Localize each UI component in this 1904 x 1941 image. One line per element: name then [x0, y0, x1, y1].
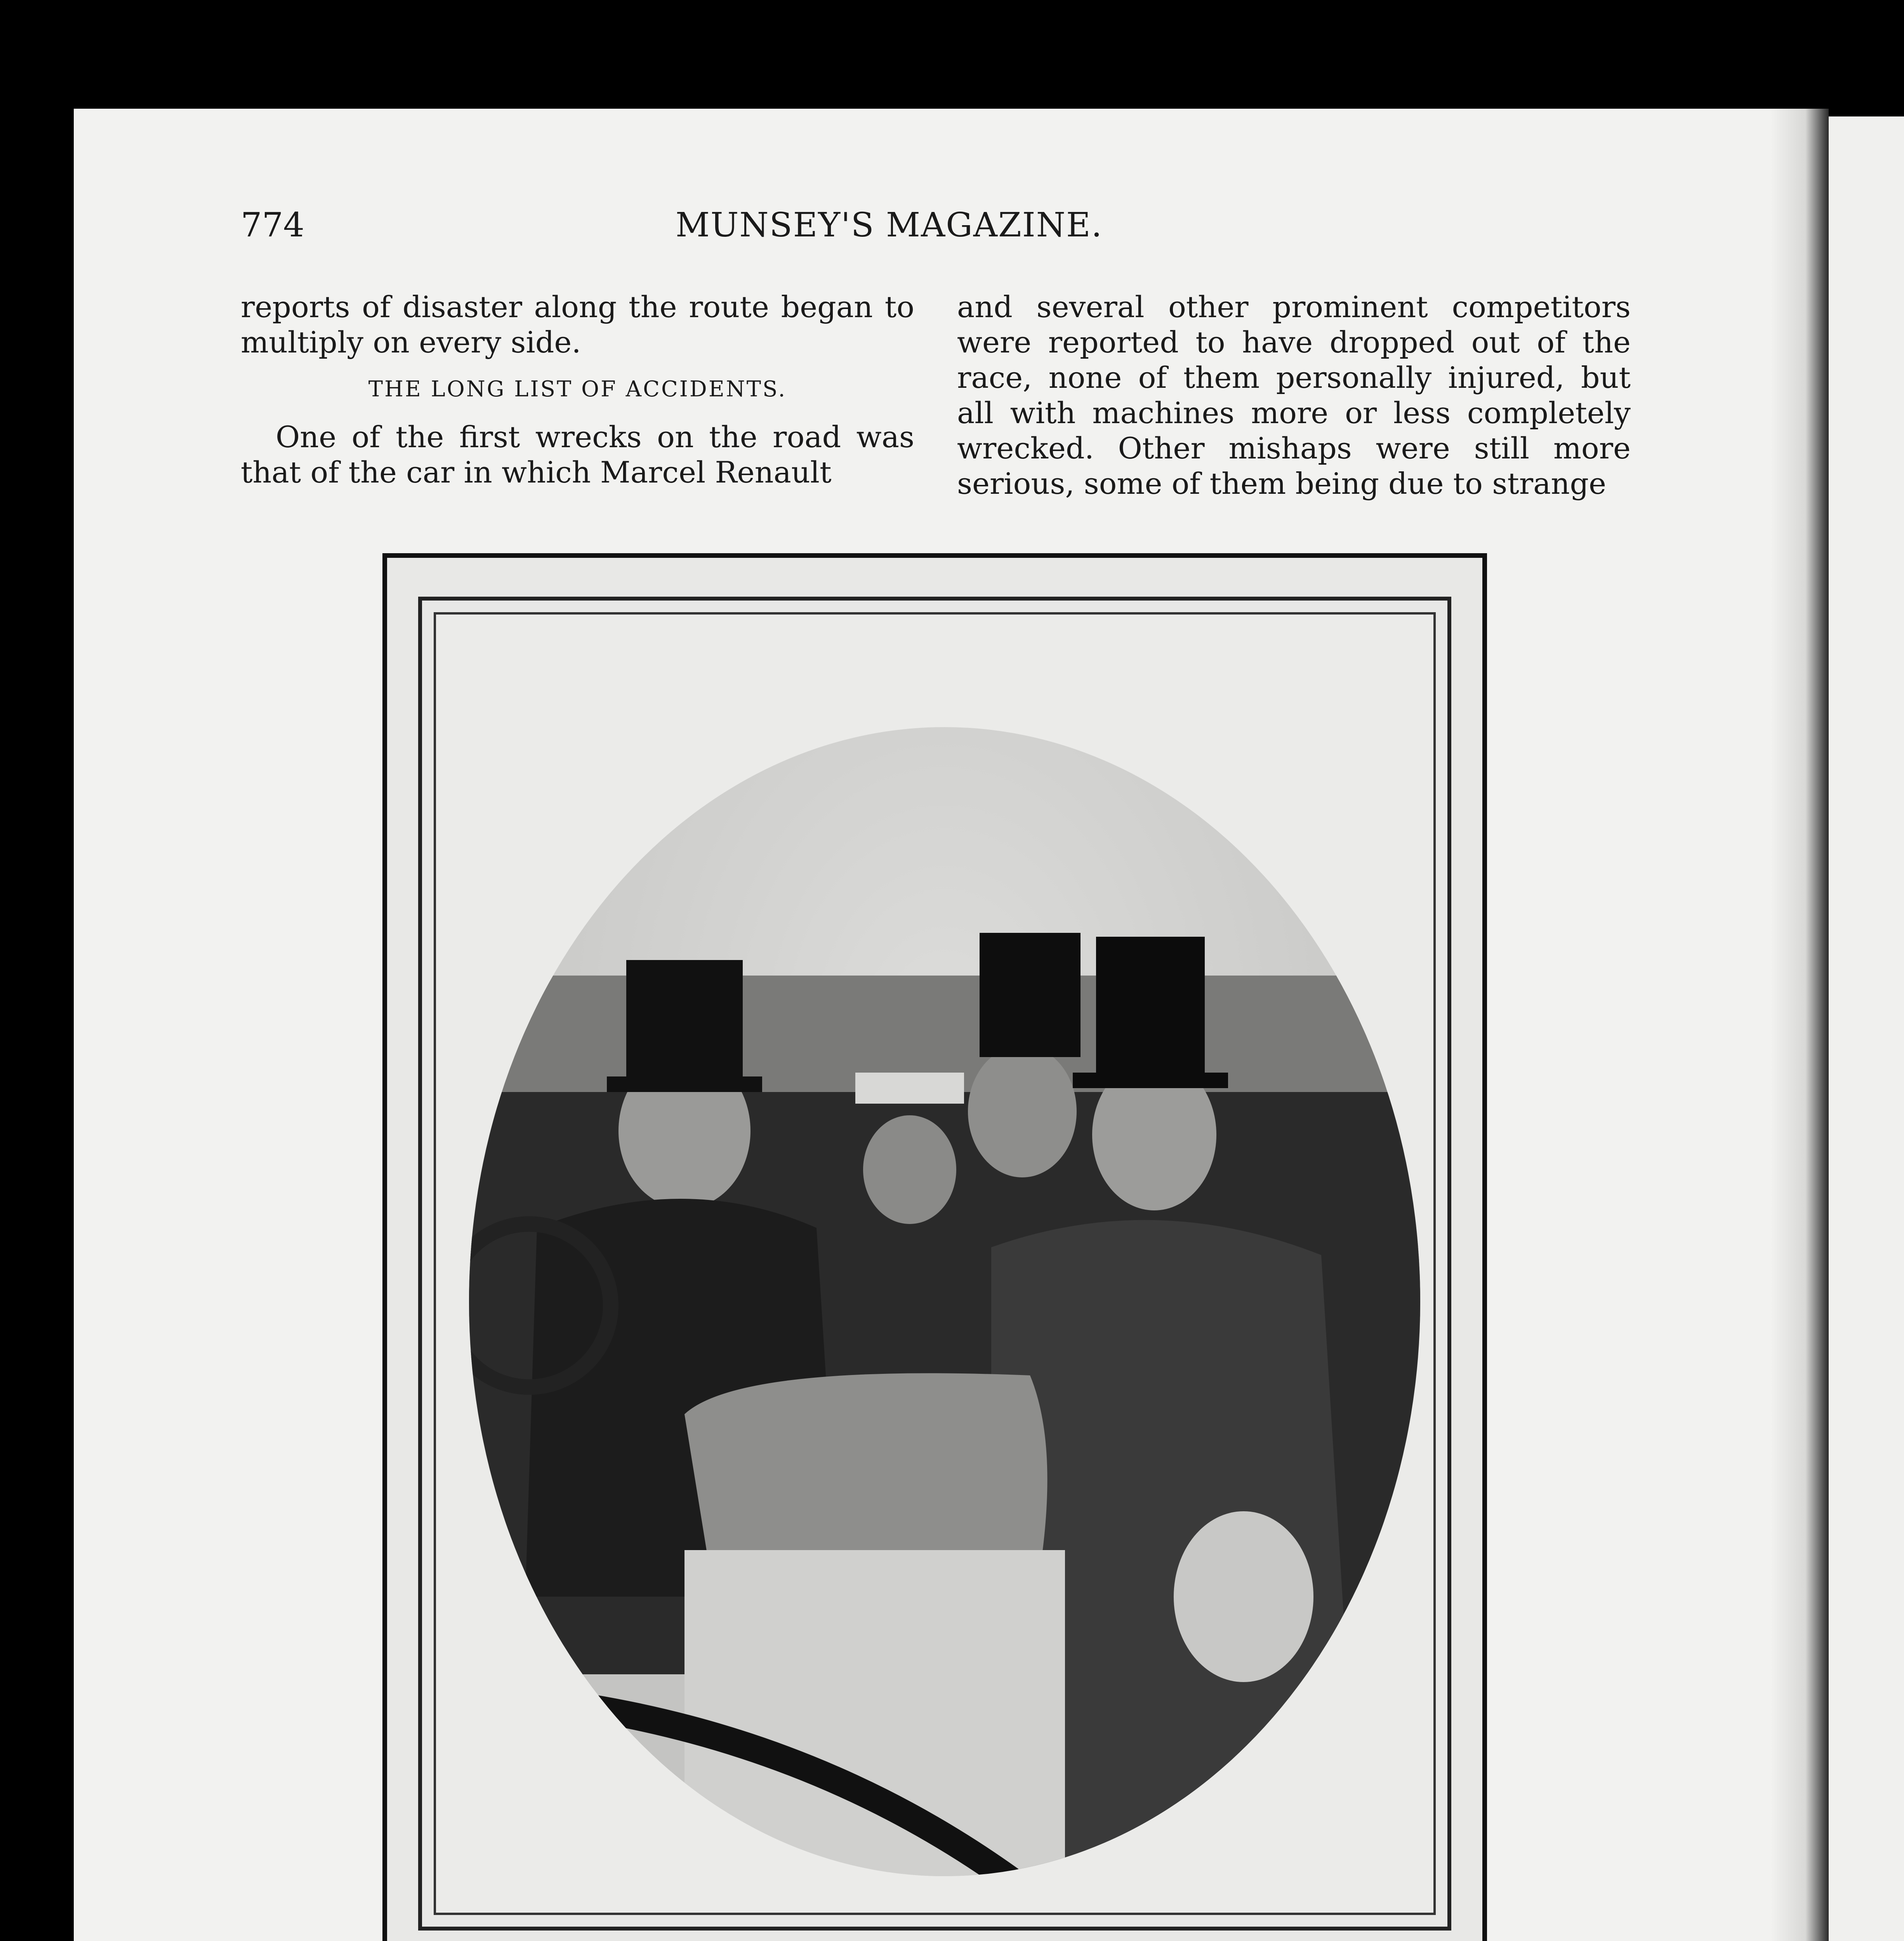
photo-frame-inner: [418, 597, 1451, 1931]
paragraph: reports of disaster along the route began to multiply on every side.: [241, 290, 914, 359]
next-page-edge: [1829, 116, 1904, 1941]
top-hat-left-icon: [626, 960, 743, 1088]
top-hat-right-icon: [1096, 937, 1205, 1084]
page-gutter-shadow: [1770, 109, 1829, 1941]
top-left-column: [241, 289, 914, 490]
paragraph: and several other prominent competitors were reported to have dropped out of the race, none of them personally injured, but all with machines more or less completely wrecked. Other mishaps were still more serious, some of them being due to strange: [957, 290, 1631, 501]
section-subheading: THE LONG LIST OF ACCIDENTS.: [368, 377, 787, 402]
car-body: [684, 1550, 1065, 1880]
photo-mat: [434, 612, 1436, 1915]
oval-photograph: [467, 665, 1422, 1880]
top-right-column: [957, 289, 1631, 501]
running-title: MUNSEY'S MAGAZINE.: [675, 206, 1103, 245]
page-header: [241, 206, 1537, 252]
car-seat-back: [684, 1373, 1048, 1558]
top-hat-middle-icon: [980, 933, 1081, 1057]
paragraph: One of the first wrecks on the road was that of the car in which Marcel Renault: [241, 420, 914, 490]
photo-frame: [382, 553, 1487, 1941]
page-number: 774: [241, 206, 305, 245]
